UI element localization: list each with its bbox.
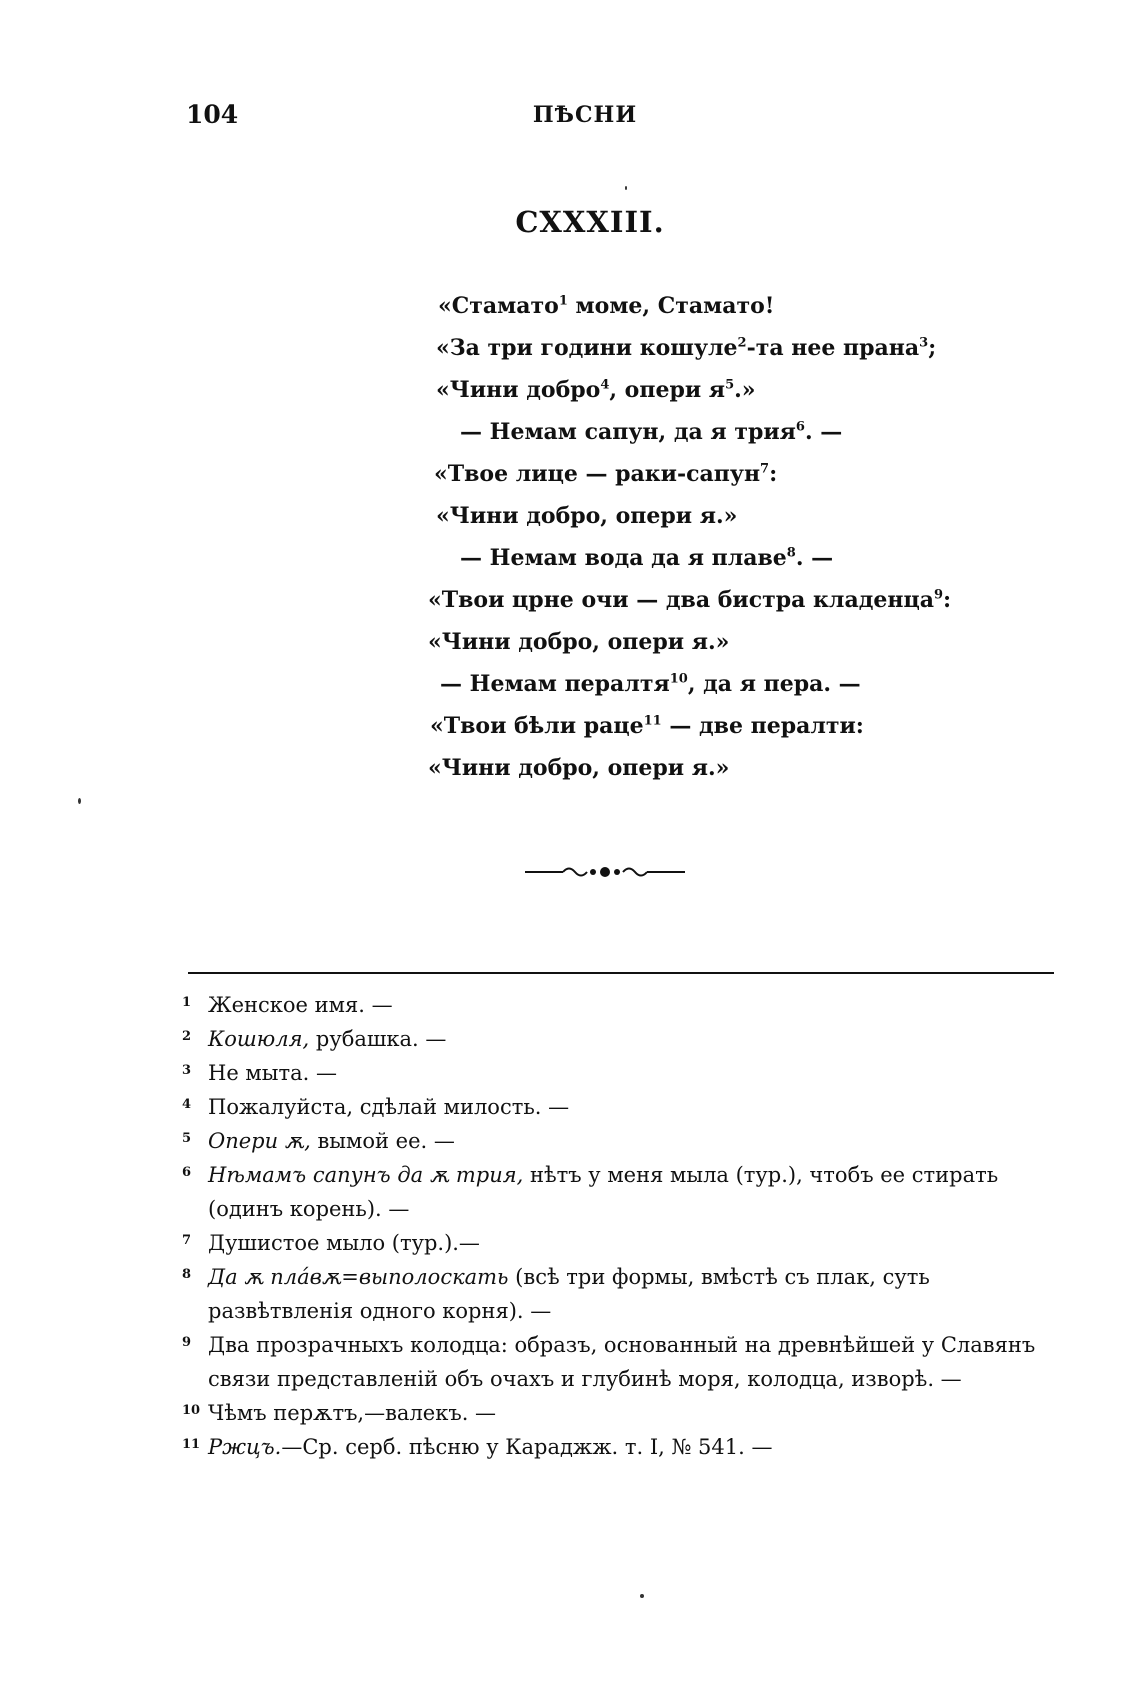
poem-number: CXXXIII. (515, 205, 665, 239)
footnote: 6 Нѣмамъ сапунъ да ѫ трия, нѣтъ у меня мыла (тур.), чтобъ ее стирать (одинъ корень). — (182, 1163, 999, 1221)
print-speck (78, 798, 81, 804)
footnote: 11 Ржцъ.—Ср. серб. пѣсню у Караджж. т. I, № 541. — (182, 1435, 773, 1459)
footnote: 2 Кошюля, рубашка. — (182, 1027, 447, 1051)
footnote: 8 Да ѫ плáвѫ=выполоскать (всѣ три формы, вмѣстѣ съ плак, суть развѣтвленія одного корня). — (182, 1265, 930, 1323)
footnote: 9 Два прозрачныхъ колодца: образъ, основанный на древнѣйшей у Славянъ связи представленій объ очахъ и глубинѣ моря, колодца, изворѣ. — (182, 1333, 1036, 1391)
verse-line: — Немам пералтя$^{10}$, да я пера. — (440, 671, 861, 697)
verse-line: «Твое лице — раки-сапун$^7$: (434, 461, 778, 487)
verse-line: «Чини добро, опери я.» (428, 629, 730, 655)
verse-line: — Немам сапун, да я трия$^6$. — (460, 419, 843, 445)
page-number: 104 (186, 100, 239, 129)
verse-line: «Твои бѣли раце$^{11}$ — две пералти: (430, 713, 864, 739)
verse (428, 285, 978, 789)
verse-line: «Чини добро$^4$, опери $я^5$.» (436, 377, 756, 403)
ornament-divider (525, 862, 685, 882)
verse-line: «За три години кошуле$^2$-та нее прана$^3$; (436, 335, 937, 361)
verse-line: «Чини добро, опери я.» (436, 503, 738, 529)
running-title: ПѢСНИ (532, 102, 638, 128)
verse-line: — Немам вода да я плаве$^8$. — (460, 545, 834, 571)
print-speck (625, 186, 627, 190)
footnote-rule (188, 972, 1054, 974)
footnote: 3 Не мыта. — (182, 1061, 337, 1085)
footnote: 4 Пожалуйста, сдѣлай милость. — (182, 1095, 570, 1119)
print-speck (640, 1594, 644, 1598)
footnote: 1 Женское имя. — (182, 993, 393, 1017)
footnotes (182, 988, 1058, 1464)
verse-line: «Чини добро, опери я.» (428, 755, 730, 781)
footnote: 7 Душистое мыло (тур.).— (182, 1231, 480, 1255)
verse-line: «Твои црне очи — два бистра кладенца$^9$: (428, 587, 952, 613)
footnote: 5 Опери ѫ, вымой ее. — (182, 1129, 455, 1153)
verse-line: «Стамато$^1$ моме, Стамато! (438, 293, 775, 319)
footnote: 10 Чѣмъ перѫтъ,—валекъ. — (182, 1401, 497, 1425)
